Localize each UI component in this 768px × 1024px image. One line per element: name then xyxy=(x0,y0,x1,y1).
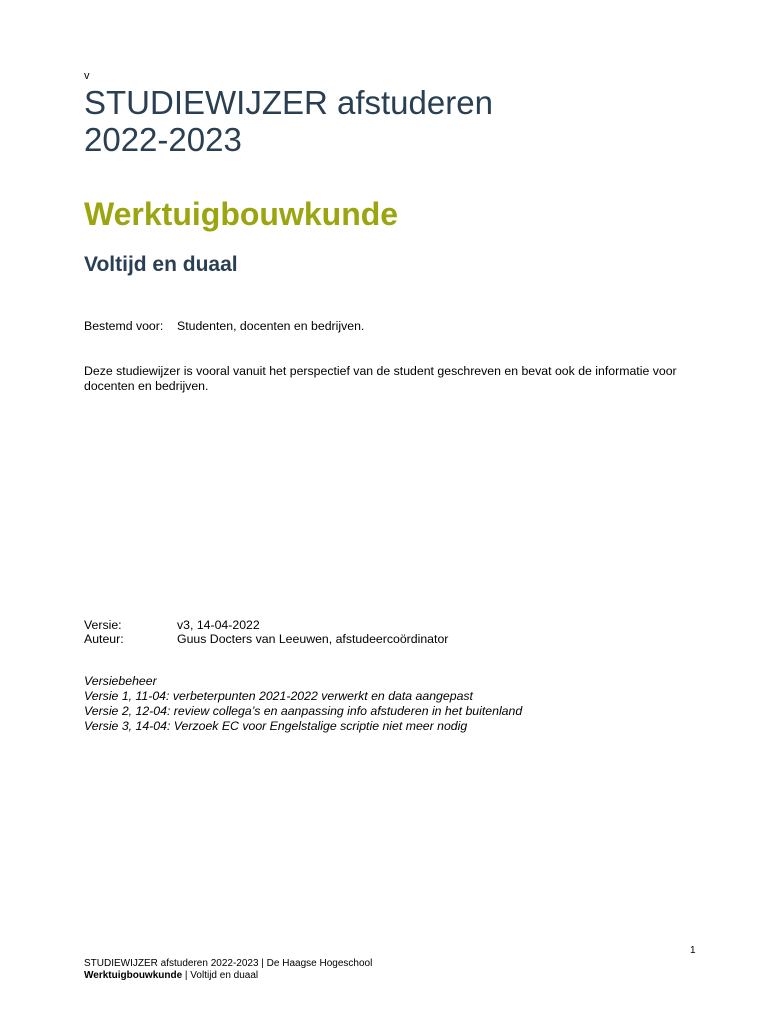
version-value: v3, 14-04-2022 xyxy=(177,618,260,632)
footer-line-2 xyxy=(84,970,372,982)
document-title-line-2: 2022-2023 xyxy=(84,121,242,158)
version-history-entry: Versie 3, 14-04: Verzoek EC voor Engelstalige scriptie niet meer nodig xyxy=(84,719,468,733)
version-history xyxy=(84,674,522,734)
subject-heading: Werktuigbouwkunde xyxy=(84,196,399,232)
version-history-heading: Versiebeheer xyxy=(84,674,157,688)
version-history-entry: Versie 1, 11-04: verbeterpunten 2021-2022 verwerkt en data aangepast xyxy=(84,689,473,703)
version-label: Versie: xyxy=(84,618,122,632)
footer-mode: | Voltijd en duaal xyxy=(182,970,259,981)
footer-line-1: STUDIEWIJZER afstuderen 2022-2023 | De Haagse Hogeschool xyxy=(84,958,373,969)
document-title-line-1: STUDIEWIJZER afstuderen xyxy=(84,84,493,121)
version-history-entry: Versie 2, 12-04: review collega’s en aanpassing info afstuderen in het buitenland xyxy=(84,704,523,718)
audience-value: Studenten, docenten en bedrijven. xyxy=(177,319,365,333)
page-number: 1 xyxy=(690,945,696,956)
description-paragraph: Deze studiewijzer is vooral vanuit het perspectief van de student geschreven en bevat ook de informatie voor docenten en bedrijven. xyxy=(84,364,677,393)
author-value: Guus Docters van Leeuwen, afstudeercoördinator xyxy=(177,632,449,646)
top-mark: v xyxy=(84,70,90,82)
study-mode-heading: Voltijd en duaal xyxy=(84,253,238,276)
page-footer xyxy=(84,958,372,982)
document-title xyxy=(84,84,493,158)
footer-subject: Werktuigbouwkunde xyxy=(84,970,183,981)
audience-label: Bestemd voor: xyxy=(84,319,164,333)
author-label: Auteur: xyxy=(84,632,124,646)
